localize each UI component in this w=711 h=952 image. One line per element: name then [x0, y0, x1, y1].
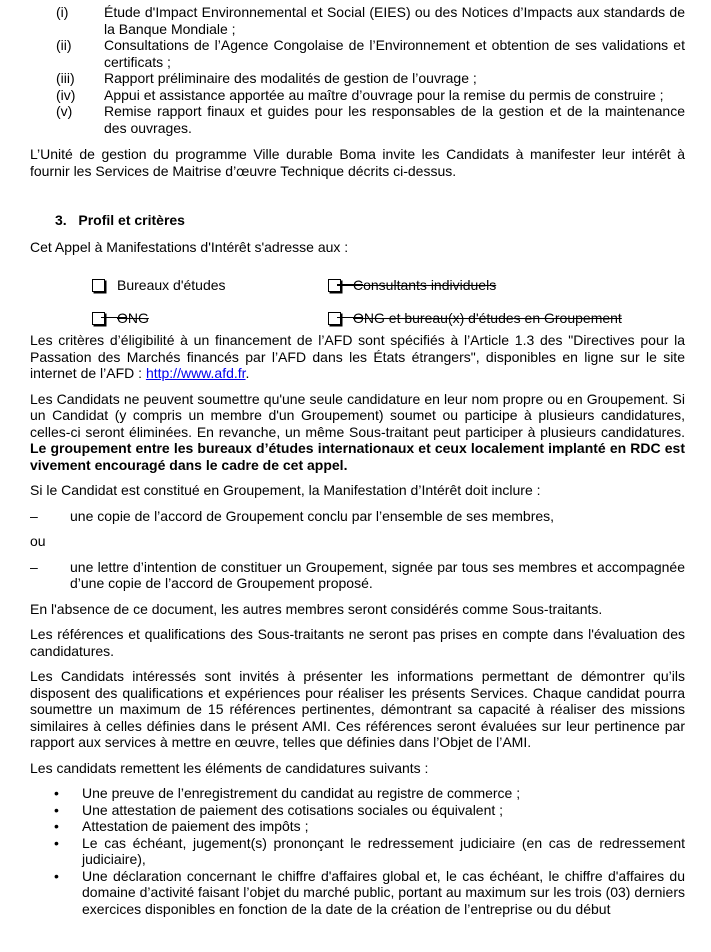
- list-number: (ii): [56, 37, 72, 53]
- checkbox-icon[interactable]: [92, 279, 105, 292]
- bullet-text: Une déclaration concernant le chiffre d'affaires global et, le cas échéant, le chiffre d'affaires du domaine d’activité faisant l’objet du marché public, portant au maximum sur les trois (03) derniers exercices disponibles en fonction de la date de la création de l’entreprise ou du début: [82, 867, 685, 917]
- list-item: [30, 818, 685, 835]
- checkbox-label: ONG et bureau(x) d'études en Groupement: [353, 309, 622, 326]
- dash-text: une lettre d’intention de constituer un Groupement, signée par tous ses membres et accompagnée d’une copie de l’accord de Groupement proposé.: [70, 558, 685, 591]
- section-title: Profil et critères: [78, 212, 185, 228]
- list-item: [30, 868, 685, 918]
- eligibility-paragraph: [30, 332, 685, 382]
- list-item: [30, 4, 685, 37]
- list-item: [30, 103, 685, 136]
- eligibility-text: Les critères d’éligibilité à un financement de l’AFD sont spécifiés à l’Article 1.3 des "Directives pour la Passation des Marchés financés par l’AFD dans les États étrangers", disponibles en ligne sur le site internet de l’AFD :: [30, 332, 685, 381]
- list-text: Consultations de l’Agence Congolaise de l’Environnement et obtention de ses validations et certificats ;: [104, 37, 685, 70]
- list-text: Appui et assistance apportée au maître d’ouvrage pour la remise du permis de construire ;: [104, 86, 664, 103]
- list-text: Étude d'Impact Environnemental et Social (EIES) ou des Notices d’Impacts aux standards de la Banque Mondiale ;: [104, 4, 685, 37]
- appel-line: Cet Appel à Manifestations d'Intérêt s'adresse aux :: [30, 238, 349, 255]
- section-heading: [55, 212, 685, 229]
- checkbox-bureaux[interactable]: [92, 277, 328, 294]
- bullet-icon: •: [54, 785, 59, 801]
- bullet-text: Le cas échéant, jugement(s) prononçant le redressement judiciaire (en cas de redressement judiciaire),: [82, 834, 685, 867]
- dash-item: [30, 508, 685, 525]
- absence-paragraph: En l'absence de ce document, les autres membres seront considérés comme Sous-traitants.: [30, 600, 603, 617]
- list-item: [30, 785, 685, 802]
- list-text: Remise rapport finaux et guides pour les responsables de la gestion et de la maintenance des ouvrages.: [104, 103, 685, 136]
- bullet-icon: •: [54, 801, 59, 818]
- list-number: (i): [56, 4, 69, 20]
- bullet-icon: •: [54, 834, 59, 851]
- checkbox-consultants[interactable]: [328, 277, 628, 294]
- elements-intro: Les candidats remettent les éléments de candidatures suivants :: [30, 759, 429, 776]
- groupement-intro: Si le Candidat est constitué en Groupement, la Manifestation d’Intérêt doit inclure :: [30, 482, 541, 498]
- checkbox-ong[interactable]: [92, 310, 328, 327]
- list-item: [30, 835, 685, 868]
- dash-symbol: –: [30, 558, 38, 575]
- section-number: 3.: [55, 212, 67, 228]
- list-text: Rapport préliminaire des modalités de gestion de l’ouvrage ;: [104, 70, 477, 86]
- candidature-paragraph: [30, 391, 685, 474]
- bullet-text: Une attestation de paiement des cotisations sociales ou équivalent ;: [82, 801, 504, 818]
- dash-item: [30, 559, 685, 592]
- list-number: (iii): [56, 70, 75, 86]
- bullet-icon: •: [54, 818, 59, 834]
- checkbox-grid: [92, 277, 685, 326]
- dash-symbol: –: [30, 507, 38, 524]
- bullet-icon: •: [54, 867, 59, 884]
- list-item: [30, 37, 685, 70]
- checkbox-icon[interactable]: [328, 312, 341, 325]
- intro-paragraph: L’Unité de gestion du programme Ville durable Boma invite les Candidats à manifester leur intérêt à fournir les Services de Maitrise d’œuvre Technique décrits ci-dessus.: [30, 146, 685, 179]
- bullet-text: Une preuve de l’enregistrement du candidat au registre de commerce ;: [82, 785, 521, 801]
- list-item: [30, 87, 685, 104]
- candidature-bold-text: Le groupement entre les bureaux d’études internationaux et ceux localement implanté en RDC est vivement encouragé dans le cadre de cet appel.: [30, 440, 685, 473]
- afd-link[interactable]: http://www.afd.fr: [145, 365, 246, 381]
- checkbox-label: ONG: [117, 309, 149, 326]
- interesses-paragraph: Les Candidats intéressés sont invités à présenter les informations permettant de démontrer qu’ils disposent des qualifications et expériences pour réaliser les présents Services. Chaque candidat pourra soumettre un maximum de 15 références pertinentes, démontrant sa capacité à réaliser des missions similaires à celles définies dans le présent AMI. Ces références seront évaluées sur leur pertinence par rapport aux services à mettre en œuvre, telles que définies dans l’Objet de l’AMI.: [30, 668, 685, 750]
- checkbox-label: Consultants individuels: [353, 277, 497, 293]
- checkbox-icon[interactable]: [92, 312, 105, 325]
- list-number: (iv): [56, 86, 76, 103]
- sous-traitants-paragraph: Les références et qualifications des Sous-traitants ne seront pas prises en compte dans l'évaluation des candidatures.: [30, 626, 685, 659]
- roman-list: [30, 4, 685, 136]
- list-item: [30, 70, 685, 87]
- checkbox-label: Bureaux d'études: [117, 277, 226, 293]
- dash-text: une copie de l’accord de Groupement conclu par l’ensemble de ses membres,: [70, 507, 555, 524]
- checkbox-icon[interactable]: [328, 279, 341, 292]
- bullet-text: Attestation de paiement des impôts ;: [82, 818, 309, 834]
- eligibility-end: .: [245, 365, 250, 381]
- elements-list: [30, 785, 685, 917]
- candidature-text: Les Candidats ne peuvent soumettre qu'une seule candidature en leur nom propre ou en Groupement. Si un Candidat (y compris un membre d'un Groupement) soumet ou participe à plusieurs candidatures, celles-ci seront éliminées. En revanche, un même Sous-traitant peut participer à plusieurs candidatures.: [30, 390, 685, 440]
- ou-text: ou: [30, 533, 46, 549]
- list-number: (v): [56, 103, 73, 119]
- list-item: [30, 802, 685, 819]
- checkbox-ong-groupement[interactable]: [328, 310, 628, 327]
